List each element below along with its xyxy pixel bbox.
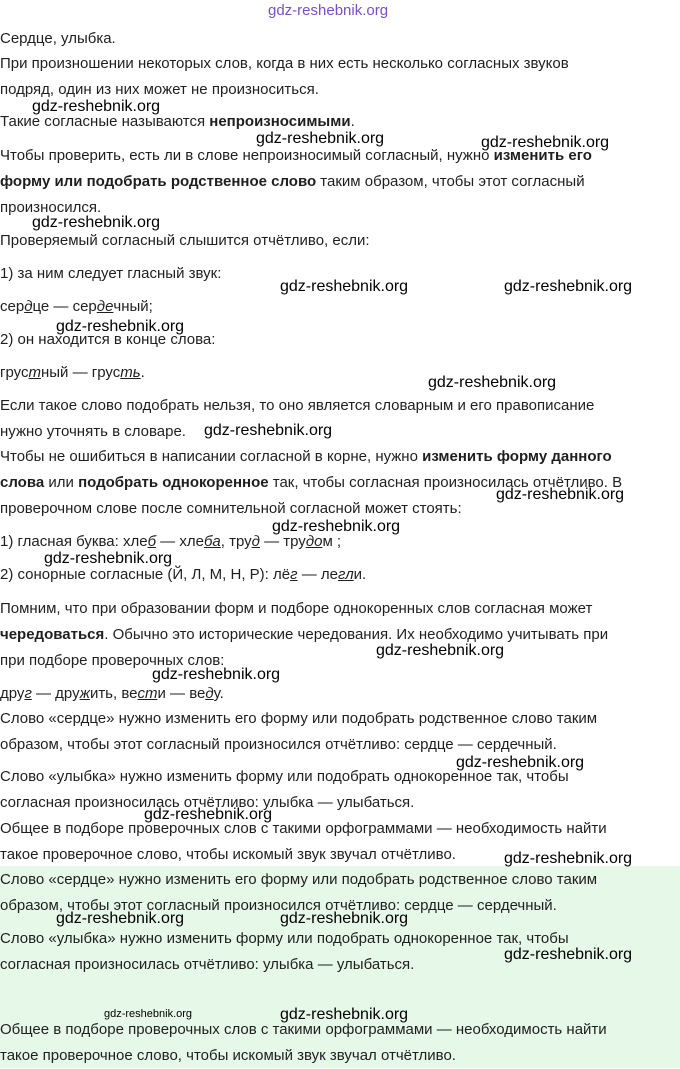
watermark: gdz-reshebnik.org — [376, 642, 505, 659]
highlight-2-line-2: согласная произносилась отчётливо: улыбка — улыбаться. — [0, 956, 415, 973]
conditions-title: Проверяемый согласный слышится отчётливо, если: — [0, 232, 370, 249]
condition-1: 1) за ним следует гласный звук: — [0, 265, 222, 282]
term-alternate: чередоваться — [0, 626, 105, 643]
intro-line-2: подряд, один из них может не произноситься. — [0, 81, 319, 98]
watermark: gdz-reshebnik.org — [504, 946, 633, 963]
watermark: gdz-reshebnik.org — [256, 130, 385, 147]
watermark: gdz-reshebnik.org — [428, 374, 557, 391]
watermark: gdz-reshebnik.org — [481, 134, 610, 151]
highlight-1-line-2: образом, чтобы этот согласный произносился отчётливо: сердце — сердечный. — [0, 897, 557, 914]
watermark-small: gdz-reshebnik.org — [104, 1008, 193, 1020]
rule1-line-3: произносился. — [0, 199, 102, 216]
option-sonorant: 2) сонорные согласные (Й, Л, М, Н, Р): лёг — легли. — [0, 566, 367, 583]
solution-1-line-2: образом, чтобы этот согласный произносился отчётливо: сердце — сердечный. — [0, 736, 557, 753]
highlight-1-line-1: Слово «сердце» нужно изменить его форму или подобрать родственное слово таким — [0, 871, 598, 888]
watermark: gdz-reshebnik.org — [44, 550, 173, 567]
dictionary-line-1: Если такое слово подобрать нельзя, то оно является словарным и его правописание — [0, 397, 595, 414]
solution-3-line-2: такое проверочное слово, чтобы искомый звук звучал отчётливо. — [0, 846, 456, 863]
watermark: gdz-reshebnik.org — [280, 1006, 409, 1023]
example-grustny: грустный — грусть. — [0, 364, 145, 381]
rule1-line-2: форму или подобрать родственное слово таким образом, чтобы этот согласный — [0, 173, 585, 190]
rule2-line-2: слова или подобрать однокоренное так, чтобы согласная произносилась отчётливо. В — [0, 474, 623, 491]
highlight-3-line-1: Общее в подборе проверочных слов с такими орфограммами — необходимость найти — [0, 1021, 607, 1038]
watermark: gdz-reshebnik.org — [152, 666, 281, 683]
solution-2-line-1: Слово «улыбка» нужно изменить форму или подобрать однокоренное так, чтобы — [0, 768, 569, 785]
watermark: gdz-reshebnik.org — [56, 318, 185, 335]
solution-1-line-1: Слово «сердце» нужно изменить его форму или подобрать родственное слово таким — [0, 710, 598, 727]
intro-line-1: При произношении некоторых слов, когда в них есть несколько согласных звуков — [0, 55, 569, 72]
watermark: gdz-reshebnik.org — [280, 910, 409, 927]
alternation-line-3: при подборе проверочных слов: — [0, 652, 225, 669]
highlight-3-line-2: такое проверочное слово, чтобы искомый звук звучал отчётливо. — [0, 1047, 456, 1064]
watermark: gdz-reshebnik.org — [456, 754, 585, 771]
watermark: gdz-reshebnik.org — [504, 850, 633, 867]
watermark: gdz-reshebnik.org — [204, 422, 333, 439]
watermark: gdz-reshebnik.org — [32, 214, 161, 231]
dictionary-line-2: нужно уточнять в словаре. — [0, 423, 186, 440]
watermark: gdz-reshebnik.org — [504, 278, 633, 295]
rule1-line-1: Чтобы проверить, есть ли в слове непроизносимый согласный, нужно изменить его — [0, 147, 592, 164]
condition-2: 2) он находится в конце слова: — [0, 331, 216, 348]
highlight-2-line-1: Слово «улыбка» нужно изменить форму или подобрать однокоренное так, чтобы — [0, 930, 569, 947]
watermark-top: gdz-reshebnik.org — [268, 2, 389, 19]
rule2-line-3: проверочном слове после сомнительной согласной может стоять: — [0, 500, 462, 517]
watermark: gdz-reshebnik.org — [272, 518, 401, 535]
watermark: gdz-reshebnik.org — [56, 910, 185, 927]
solution-3-line-1: Общее в подборе проверочных слов с такими орфограммами — необходимость найти — [0, 820, 607, 837]
example-serdce: сердце — сердечный; — [0, 298, 153, 315]
watermark: gdz-reshebnik.org — [280, 278, 409, 295]
alternation-line-2: чередоваться. Обычно это исторические чередования. Их необходимо учитывать при — [0, 626, 609, 643]
rule2-line-1: Чтобы не ошибиться в написании согласной в корне, нужно изменить форму данного — [0, 448, 612, 465]
watermark: gdz-reshebnik.org — [496, 486, 625, 503]
alternation-line-1: Помним, что при образовании форм и подборе однокоренных слов согласная может — [0, 600, 593, 617]
alternation-example: друг — дружить, вести — веду. — [0, 685, 224, 702]
answer-text: Сердце, улыбка. — [0, 30, 116, 47]
watermark: gdz-reshebnik.org — [144, 806, 273, 823]
solution-2-line-2: согласная произносилась отчётливо: улыбка — улыбаться. — [0, 794, 415, 811]
watermark: gdz-reshebnik.org — [32, 98, 161, 115]
option-vowel: 1) гласная буква: хлеб — хлеба, труд — трудом ; — [0, 533, 342, 550]
term-unpronounceable: непроизносимыми — [209, 113, 351, 130]
definition-line: Такие согласные называются непроизносимыми. — [0, 113, 355, 130]
